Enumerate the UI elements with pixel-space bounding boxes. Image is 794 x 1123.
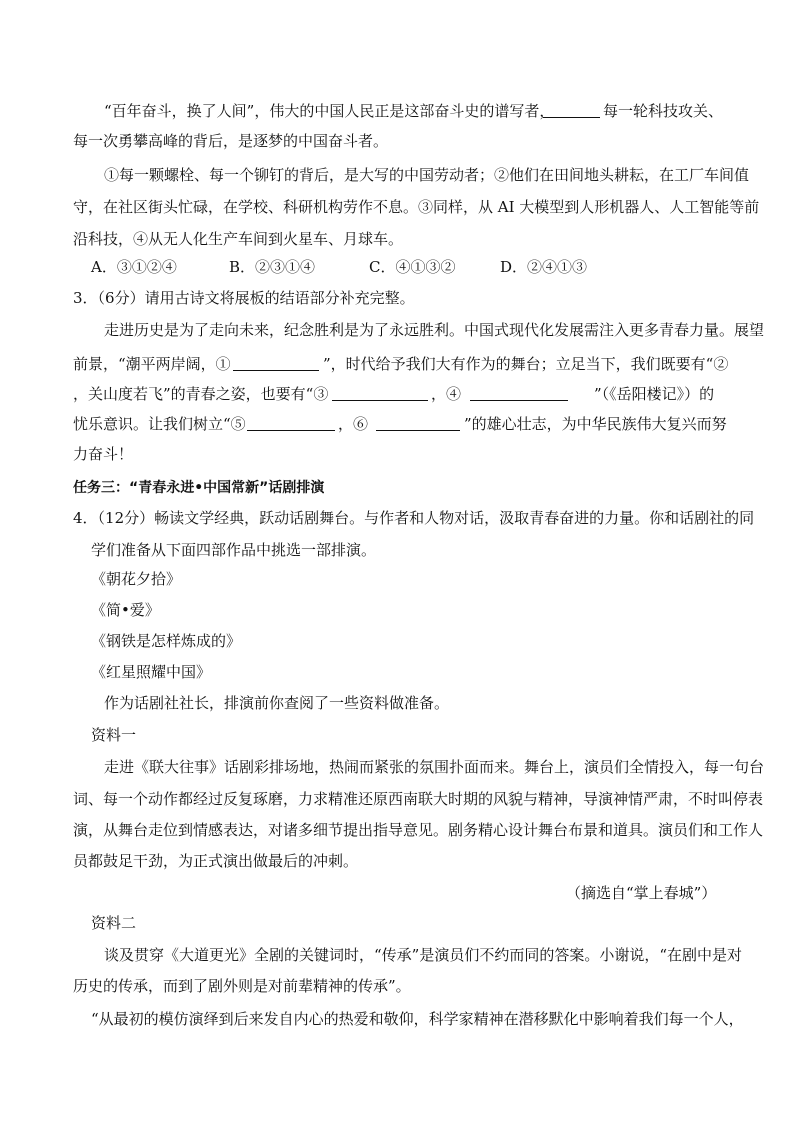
- options-text: ①每一颗螺栓、每一个铆钉的背后，是大写的中国劳动者；②他们在田间地头耕耘，在工厂车间值: [104, 166, 750, 184]
- work-title: 《朝花夕拾》: [91, 570, 182, 588]
- work-item: [0, 659, 794, 685]
- material2-line2: [0, 973, 794, 999]
- task3-heading-text: 任务三：“青春永进•中国常新”话剧排演: [73, 480, 325, 496]
- choice-b[interactable]: B．②③①④: [229, 258, 316, 276]
- options-line3: [0, 226, 794, 252]
- q3-heading: [0, 285, 794, 311]
- q3-heading-text: 3．（6分）请用古诗文将展板的结语部分补充完整。: [73, 289, 415, 307]
- material1-line2: [0, 786, 794, 812]
- source-citation: （摘选自“掌上春城”）: [566, 884, 717, 902]
- q4-heading-line1: [0, 505, 794, 531]
- options-text: 沿科技，④从无人化生产车间到火星车、月球车。: [73, 230, 404, 248]
- answer-blank[interactable]: [543, 101, 600, 118]
- material1-text: 演，从舞台走位到情感表达，对诸多细节提出指导意见。剧务精心设计舞台布景和道具。演员们和工作人: [73, 821, 764, 839]
- para1-line1: [0, 98, 794, 124]
- work-title: 《红星照耀中国》: [91, 663, 212, 681]
- choice-c[interactable]: C．④①③②: [369, 258, 456, 276]
- q3-text: ，④: [431, 385, 462, 403]
- material1-line1: [0, 754, 794, 780]
- material1-source: [0, 880, 794, 906]
- para1-text-a: “百年奋斗，换了人间”，伟大的中国人民正是这部奋斗史的谱写者，: [104, 102, 555, 120]
- choice-a[interactable]: A．③①②④: [91, 258, 177, 276]
- work-item: [0, 597, 794, 623]
- q3-text: ”的雄心壮志，为中华民族伟大复兴而努: [464, 415, 727, 433]
- para1-text-b: 每一轮科技攻关、: [603, 102, 724, 120]
- task3-heading: [0, 475, 794, 501]
- q3-text: ”（《岳阳楼记》）的: [594, 385, 715, 403]
- q4-intro: [0, 690, 794, 716]
- q4-intro-text: 作为话剧社社长，排演前你查阅了一些资料做准备。: [104, 694, 450, 712]
- material2-line3: [0, 1006, 794, 1032]
- q3-line3: [0, 381, 794, 407]
- options-line2: [0, 194, 794, 220]
- answer-blank-6[interactable]: [376, 414, 460, 431]
- para1-line2: [0, 128, 794, 154]
- answer-blank-3[interactable]: [332, 384, 428, 401]
- q3-text: 忧乐意识。让我们树立“⑤: [73, 415, 246, 433]
- q3-text: ”，时代给予我们大有作为的舞台；立足当下，我们既要有“②: [323, 355, 729, 373]
- options-line1: [0, 162, 794, 188]
- work-item: [0, 566, 794, 592]
- q3-text: ，关山度若飞”的青春之姿，也要有“③: [73, 385, 329, 403]
- q4-text: 学们准备从下面四部作品中挑选一部排演。: [91, 541, 377, 559]
- material2-title: [0, 910, 794, 936]
- choices-row: [0, 254, 794, 280]
- q3-line5: [0, 441, 794, 467]
- q3-text: 前景，“潮平两岸阔，①: [73, 355, 231, 373]
- q3-text: 走进历史是为了走向未来，纪念胜利是为了永远胜利。中国式现代化发展需注入更多青春力量。展望: [104, 321, 765, 339]
- material2-line1: [0, 942, 794, 968]
- q3-line2: [0, 351, 794, 377]
- q3-line1: [0, 317, 794, 343]
- material1-title-text: 资料一: [91, 726, 137, 744]
- material1-line3: [0, 817, 794, 843]
- material1-title: [0, 722, 794, 748]
- q3-text: 力奋斗！: [73, 445, 134, 463]
- work-title: 《简•爱》: [91, 601, 160, 619]
- material1-line4: [0, 848, 794, 874]
- answer-blank-5[interactable]: [247, 414, 335, 431]
- material2-title-text: 资料二: [91, 914, 137, 932]
- work-item: [0, 628, 794, 654]
- material1-text: 走进《联大往事》话剧彩排场地，热闹而紧张的氛围扑面而来。舞台上，演员们全情投入，每一句台: [104, 758, 765, 776]
- material1-text: 员都鼓足干劲，为正式演出做最后的冲刺。: [73, 852, 359, 870]
- material2-text: 历史的传承，而到了剧外则是对前辈精神的传承”。: [73, 977, 411, 995]
- q4-text: 4．（12分）畅读文学经典，跃动话剧舞台。与作者和人物对话，汲取青春奋进的力量。你和话剧社的同: [73, 509, 755, 527]
- q3-line4: [0, 411, 794, 437]
- choice-d[interactable]: D．②④①③: [500, 258, 588, 276]
- material2-text: “从最初的模仿演绎到后来发自内心的热爱和敬仰，科学家精神在潜移默化中影响着我们每一个人，: [91, 1010, 744, 1028]
- q4-heading-line2: [0, 537, 794, 563]
- answer-blank-4[interactable]: [470, 384, 568, 401]
- options-text: 守，在社区街头忙碌，在学校、科研机构劳作不息。③同样，从 AI 大模型到人形机器人、人工智能等前: [73, 198, 760, 216]
- work-title: 《钢铁是怎样炼成的》: [91, 632, 242, 650]
- q3-text: ，⑥: [338, 415, 369, 433]
- material1-text: 词、每一个动作都经过反复琢磨，力求精准还原西南联大时期的风貌与精神，导演神情严肃，不时叫停表: [73, 790, 764, 808]
- answer-blank-1[interactable]: [233, 354, 319, 371]
- material2-text: 谈及贯穿《大道更光》全剧的关键词时，“传承”是演员们不约而同的答案。小谢说，“在剧中是对: [104, 946, 743, 964]
- para1-text: 每一次勇攀高峰的背后，是逐梦的中国奋斗者。: [73, 132, 389, 150]
